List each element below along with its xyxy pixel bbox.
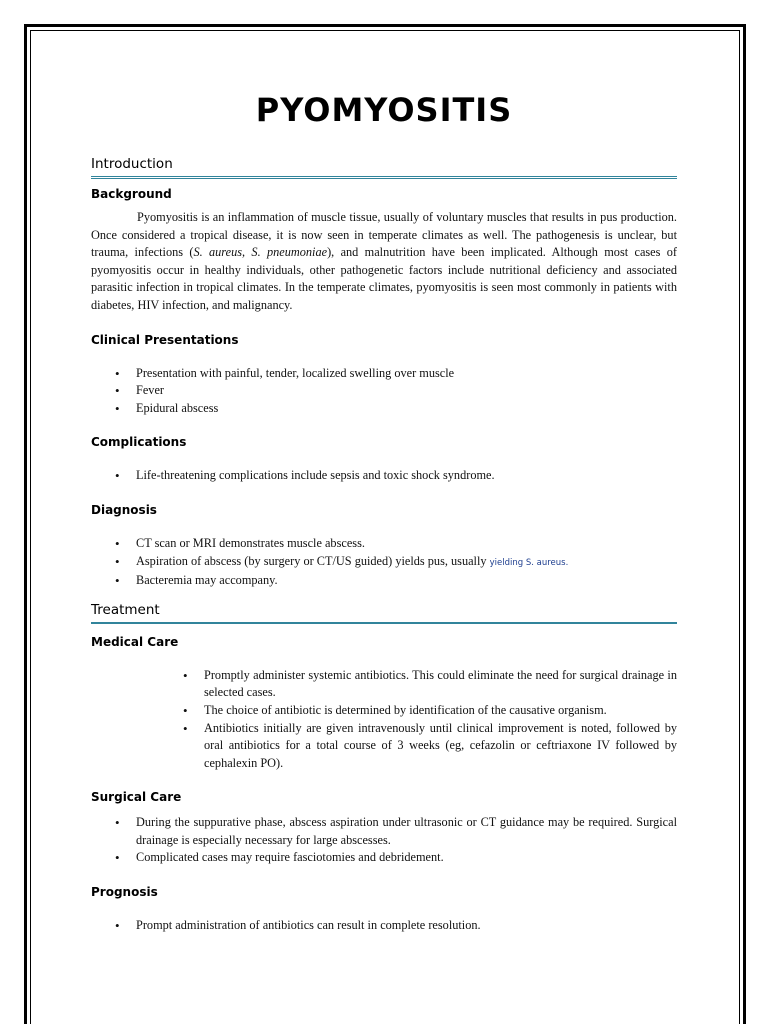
diagnosis-item2-text: Aspiration of abscess (by surgery or CT/US guided) yields pus, usually: [136, 553, 490, 568]
subheading-prognosis: Prognosis: [91, 885, 158, 900]
list-item: • Complicated cases may require fasciotomies and debridement.: [91, 849, 677, 867]
section-rule-introduction: [91, 176, 677, 179]
background-text-part2: ), and malnutrition have been implicated. Although most cases of pyomyositis occur in healthy individuals, other pathogenetic factors include nutritional deficiency and associated parasitic infection in tropical climates. In the temperate climates, pyomyositis is seen most commonly in patients with diabetes, HIV infection, and malignancy.: [91, 245, 677, 312]
list-item: • Antibiotics initially are given intravenously until clinical improvement is noted, followed by oral antibiotics for a total course of 3 weeks (eg, cefazolin or ceftriaxone IV followed by cephalexin PO).: [91, 720, 677, 773]
list-item: • Fever: [91, 382, 677, 400]
background-text-part1: Pyomyositis is an inflammation of muscle tissue, usually of voluntary muscles that results in pus production. Once considered a tropical disease, it is now seen in temperate climates as well. The pathogenesis is unclear, but trauma, infections (: [91, 210, 677, 260]
subheading-diagnosis: Diagnosis: [91, 502, 157, 517]
list-item: • Bacteremia may accompany.: [91, 572, 677, 590]
list-item: • Epidural abscess: [91, 400, 677, 418]
complications-list: [91, 467, 677, 485]
medical-care-list: [91, 667, 677, 773]
background-paragraph: [91, 209, 677, 315]
section-heading-treatment: Treatment: [91, 601, 160, 618]
list-item: • During the suppurative phase, abscess aspiration under ultrasonic or CT guidance may be required. Surgical drainage is especially necessary for large abscesses.: [91, 814, 677, 849]
list-item: [91, 553, 677, 573]
document-content: [91, 86, 677, 935]
list-item: • Life-threatening complications include sepsis and toxic shock syndrome.: [91, 467, 677, 485]
subheading-medical-care: Medical Care: [91, 634, 179, 649]
list-item: • Prompt administration of antibiotics can result in complete resolution.: [91, 917, 677, 935]
list-item: • Presentation with painful, tender, localized swelling over muscle: [91, 365, 677, 383]
subheading-complications: Complications: [91, 435, 187, 450]
prognosis-list: [91, 917, 677, 935]
list-item: • The choice of antibiotic is determined by identification of the causative organism.: [91, 702, 677, 720]
subheading-surgical-care: Surgical Care: [91, 790, 182, 805]
section-heading-introduction: Introduction: [91, 156, 173, 172]
surgical-care-list: [91, 814, 677, 867]
diagnosis-list: [91, 535, 677, 590]
clinical-presentations-list: [91, 365, 677, 418]
subheading-background: Background: [91, 187, 172, 201]
diagnosis-item2-note: yielding S. aureus.: [489, 557, 569, 568]
list-item: • CT scan or MRI demonstrates muscle abscess.: [91, 535, 677, 553]
subheading-clinical-presentations: Clinical Presentations: [91, 332, 239, 347]
section-rule-treatment: [91, 622, 677, 624]
background-organisms: S. aureus, S. pneumoniae: [193, 245, 328, 260]
list-item: • Promptly administer systemic antibiotics. This could eliminate the need for surgical drainage in selected cases.: [91, 667, 677, 702]
document-title: PYOMYOSITIS: [255, 91, 513, 129]
